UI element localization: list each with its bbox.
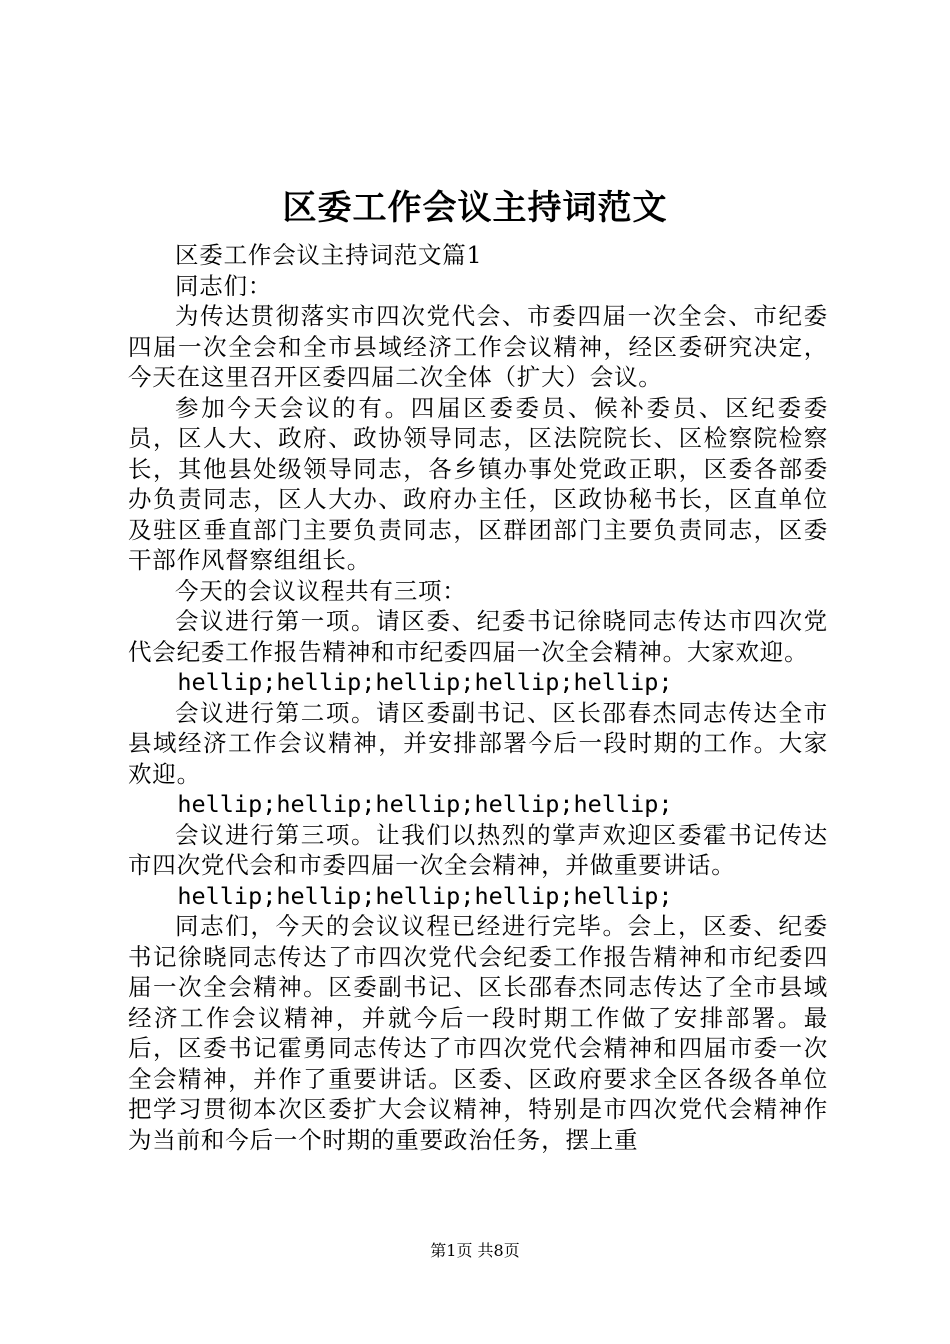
paragraph: 同志们，今天的会议议程已经进行完毕。会上，区委、纪委书记徐晓同志传达了市四次党代会纪委工作报告精神和市纪委四届一次全会精神。区委副书记、区长邵春杰同志传达了全市县域经济工作会议精神，并就今后一段时期工作做了安排部署。最后，区委书记霍勇同志传达了市四次党代会精神和四届市委一次全会精神，并作了重要讲话。区委、区政府要求全区各级各单位把学习贯彻本次区委扩大会议精神，特别是市四次党代会精神作为当前和今后一个时期的重要政治任务，摆上重 [128, 912, 828, 1154]
paragraph: 会议进行第二项。请区委副书记、区长邵春杰同志传达全市县域经济工作会议精神，并安排部署今后一段时期的工作。大家欢迎。 [128, 698, 828, 788]
paragraph: 会议进行第三项。让我们以热烈的掌声欢迎区委霍书记传达市四次党代会和市委四届一次全会精神，并做重要讲话。 [128, 820, 828, 879]
document-title: 区委工作会议主持词范文 [282, 188, 668, 228]
paragraph: 为传达贯彻落实市四次党代会、市委四届一次全会、市纪委四届一次全会和全市县域经济工作会议精神，经区委研究决定，今天在这里召开区委四届二次全体（扩大）会议。 [128, 302, 828, 391]
page-number-footer: 第1页 共8页 [430, 1241, 520, 1260]
document-body [128, 240, 828, 1155]
paragraph-subtitle: 区委工作会议主持词范文篇1 [175, 241, 483, 269]
paragraph: 参加今天会议的有。四届区委委员、候补委员、区纪委委员，区人大、政府、政协领导同志，区法院院长、区检察院检察长，其他县处级领导同志，各乡镇办事处党政正职，区委各部委办负责同志，区人大办、政府办主任，区政协秘书长，区直单位及驻区垂直部门主要负责同志，区群团部门主要负责同志，区委干部作风督察组组长。 [128, 393, 828, 574]
paragraph: 今天的会议议程共有三项： [175, 576, 467, 605]
paragraph-salutation: 同志们： [175, 271, 273, 300]
ellipsis-line: hellip;hellip;hellip;hellip;hellip; [177, 668, 673, 696]
ellipsis-line: hellip;hellip;hellip;hellip;hellip; [177, 881, 673, 910]
ellipsis-line: hellip;hellip;hellip;hellip;hellip; [177, 790, 673, 818]
paragraph: 会议进行第一项。请区委、纪委书记徐晓同志传达市四次党代会纪委工作报告精神和市纪委四届一次全会精神。大家欢迎。 [128, 607, 828, 666]
